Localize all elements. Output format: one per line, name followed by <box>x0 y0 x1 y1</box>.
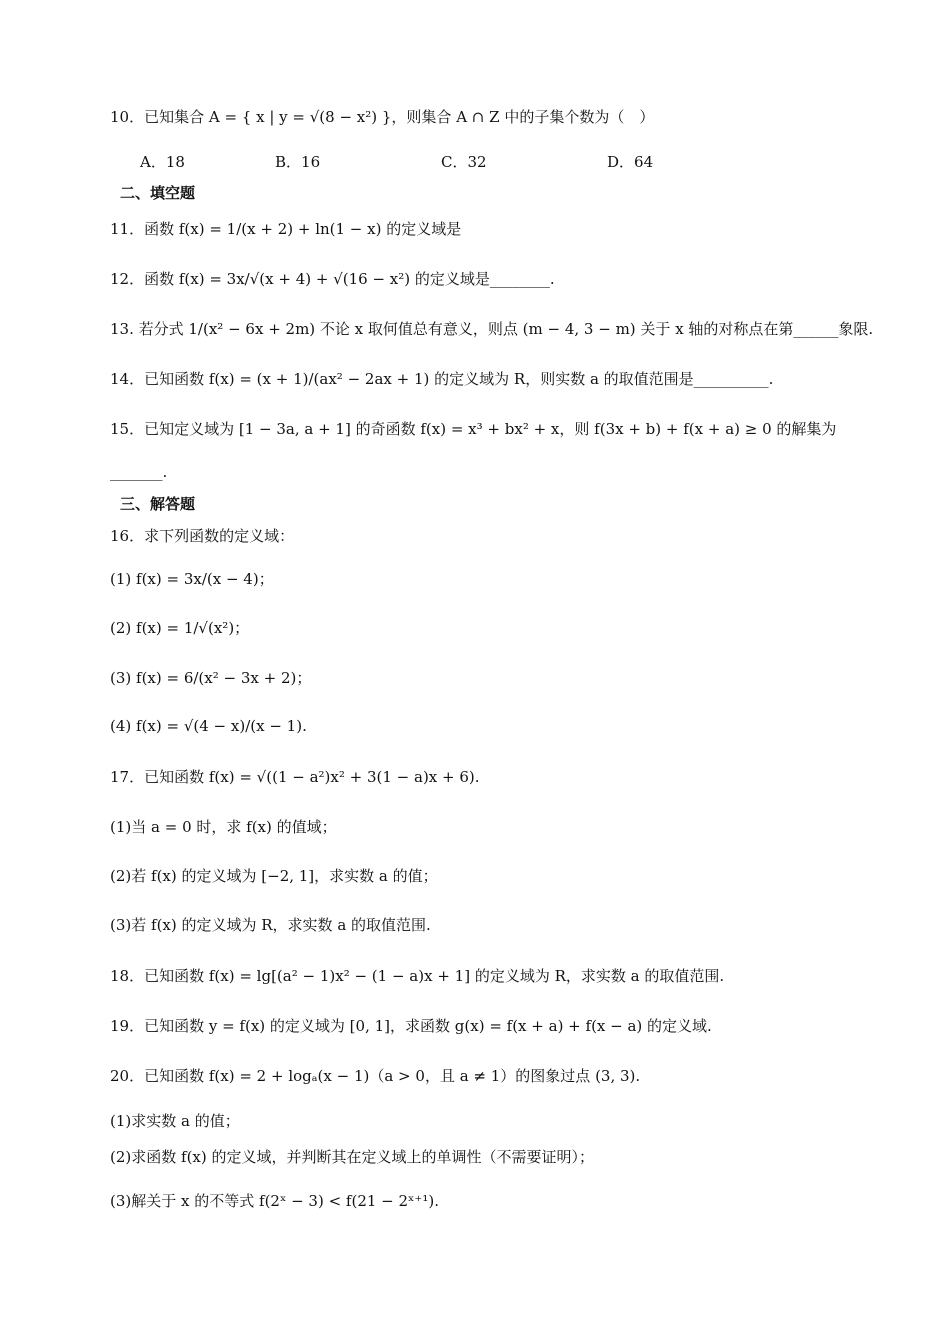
question-12: 12．函数 f(x) = 3x/√(x + 4) + √(16 − x²) 的定义域是________. <box>110 270 555 288</box>
q16-part-2: (2) f(x) = 1/√(x²)； <box>110 619 250 637</box>
q17-part-2: (2)若 f(x) 的定义域为 [−2, 1]，求实数 a 的值； <box>110 867 438 885</box>
q16-part-3: (3) f(x) = 6/(x² − 3x + 2)； <box>110 669 312 687</box>
q10-option-a: A．18 <box>140 153 185 171</box>
section-answer: 三、解答题 <box>120 495 196 513</box>
q16-stem: 16．求下列函数的定义域： <box>110 527 295 545</box>
q16-part-4: (4) f(x) = √(4 − x)/(x − 1). <box>110 717 307 735</box>
q10-option-c: C．32 <box>441 153 487 171</box>
q10-stem: 10．已知集合 A = { x | y = √(8 − x²) }，则集合 A ∩ Z 中的子集个数为（ ） <box>110 108 655 126</box>
q10-option-b: B．16 <box>275 153 321 171</box>
section-fill-in-blank: 二、填空题 <box>120 184 196 202</box>
question-14: 14．已知函数 f(x) = (x + 1)/(ax² − 2ax + 1) 的定义域为 R，则实数 a 的取值范围是__________. <box>110 370 774 388</box>
q20-part-2: (2)求函数 f(x) 的定义域，并判断其在定义域上的单调性（不需要证明）； <box>110 1148 595 1166</box>
q17-part-3: (3)若 f(x) 的定义域为 R，求实数 a 的取值范围. <box>110 916 431 934</box>
q16-part-1: (1) f(x) = 3x/(x − 4)； <box>110 570 274 588</box>
question-18: 18．已知函数 f(x) = lg[(a² − 1)x² − (1 − a)x + 1] 的定义域为 R，求实数 a 的取值范围. <box>110 967 725 985</box>
question-13: 13. 若分式 1/(x² − 6x + 2m) 不论 x 取何值总有意义，则点 (m − 4, 3 − m) 关于 x 轴的对称点在第______象限. <box>110 320 874 338</box>
q15-line2: _______. <box>110 463 168 481</box>
q20-part-1: (1)求实数 a 的值； <box>110 1112 240 1130</box>
q15-line1: 15．已知定义域为 [1 − 3a, a + 1] 的奇函数 f(x) = x³ + bx² + x，则 f(3x + b) + f(x + a) ≥ 0 的解集为 <box>110 420 837 438</box>
question-11: 11．函数 f(x) = 1/(x + 2) + ln(1 − x) 的定义域是 <box>110 220 462 238</box>
question-19: 19．已知函数 y = f(x) 的定义域为 [0, 1]，求函数 g(x) = f(x + a) + f(x − a) 的定义域. <box>110 1017 712 1035</box>
q20-part-3: (3)解关于 x 的不等式 f(2ˣ − 3) < f(21 − 2ˣ⁺¹). <box>110 1192 439 1210</box>
q17-stem: 17．已知函数 f(x) = √((1 − a²)x² + 3(1 − a)x + 6). <box>110 768 480 786</box>
q17-part-1: (1)当 a = 0 时，求 f(x) 的值域； <box>110 818 337 836</box>
q20-stem: 20．已知函数 f(x) = 2 + logₐ(x − 1)（a > 0，且 a ≠ 1）的图象过点 (3, 3). <box>110 1067 641 1085</box>
q10-option-d: D．64 <box>607 153 654 171</box>
